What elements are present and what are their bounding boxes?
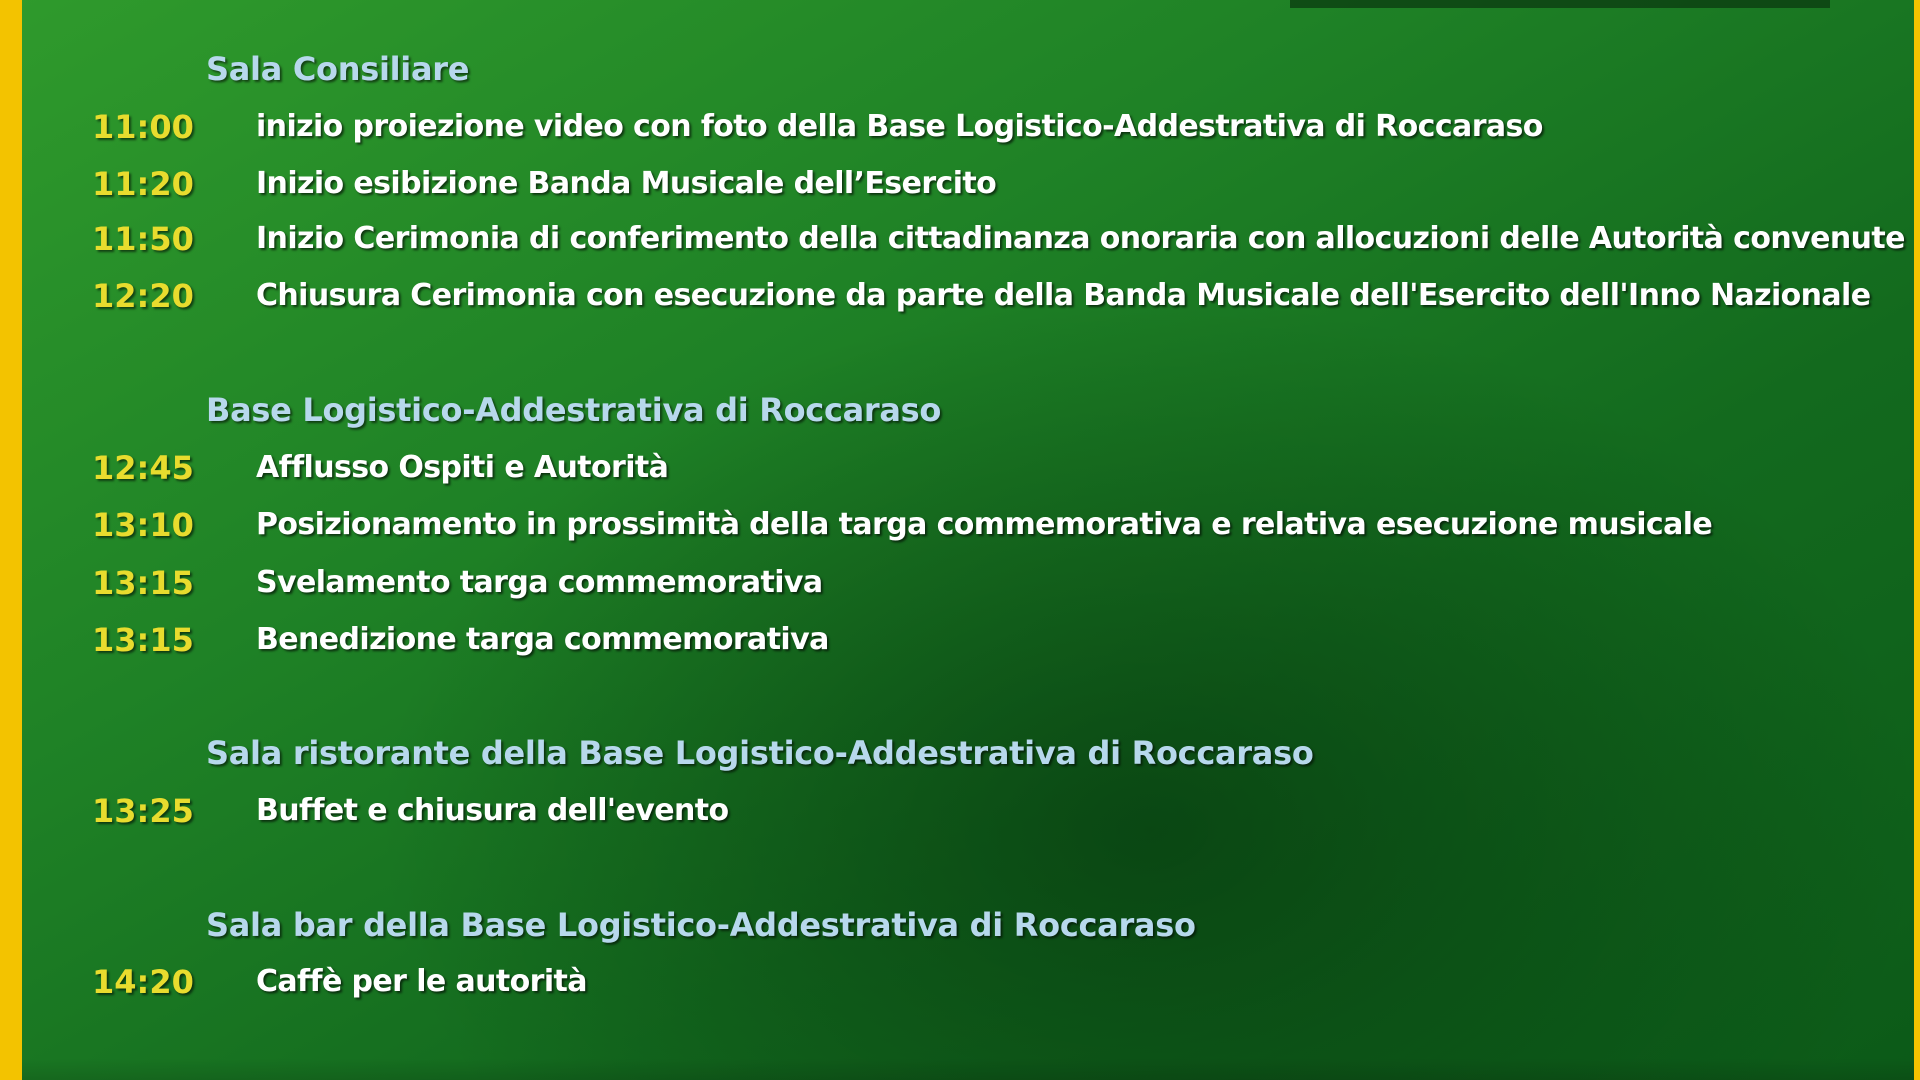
schedule-description: Caffè per le autorità [256, 964, 587, 999]
schedule-time: 13:15 [92, 564, 194, 602]
section-title-sala-bar: Sala bar della Base Logistico-Addestrativa di Roccaraso [206, 906, 1196, 944]
schedule-description: Chiusura Cerimonia con esecuzione da parte della Banda Musicale dell'Esercito dell'Inno Nazionale [256, 278, 1871, 313]
section-title-sala-consiliare: Sala Consiliare [206, 50, 470, 88]
schedule-time: 12:20 [92, 277, 194, 315]
right-accent-bar [1914, 0, 1920, 1080]
schedule-description: Inizio esibizione Banda Musicale dell’Esercito [256, 166, 997, 201]
section-title-base-logistico: Base Logistico-Addestrativa di Roccaraso [206, 391, 942, 429]
schedule-time: 11:20 [92, 165, 194, 203]
schedule-time: 14:20 [92, 963, 194, 1001]
cropped-heading-fragment [1290, 0, 1830, 8]
schedule-description: inizio proiezione video con foto della Base Logistico-Addestrativa di Roccaraso [256, 109, 1543, 144]
schedule-description: Benedizione targa commemorativa [256, 622, 829, 657]
schedule-time: 11:00 [92, 108, 194, 146]
schedule-description: Inizio Cerimonia di conferimento della cittadinanza onoraria con allocuzioni delle Autorità convenute [256, 221, 1905, 256]
schedule-description: Afflusso Ospiti e Autorità [256, 450, 669, 485]
schedule-time: 13:10 [92, 506, 194, 544]
schedule-description: Svelamento targa commemorativa [256, 565, 823, 600]
schedule-time: 12:45 [92, 449, 194, 487]
schedule-time: 13:25 [92, 792, 194, 830]
left-accent-bar [0, 0, 22, 1080]
schedule-time: 11:50 [92, 220, 194, 258]
schedule-description: Posizionamento in prossimità della targa commemorativa e relativa esecuzione musicale [256, 507, 1713, 542]
section-title-sala-ristorante: Sala ristorante della Base Logistico-Addestrativa di Roccaraso [206, 734, 1314, 772]
bottom-shade [22, 1058, 1914, 1080]
schedule-time: 13:15 [92, 621, 194, 659]
schedule-description: Buffet e chiusura dell'evento [256, 793, 729, 828]
